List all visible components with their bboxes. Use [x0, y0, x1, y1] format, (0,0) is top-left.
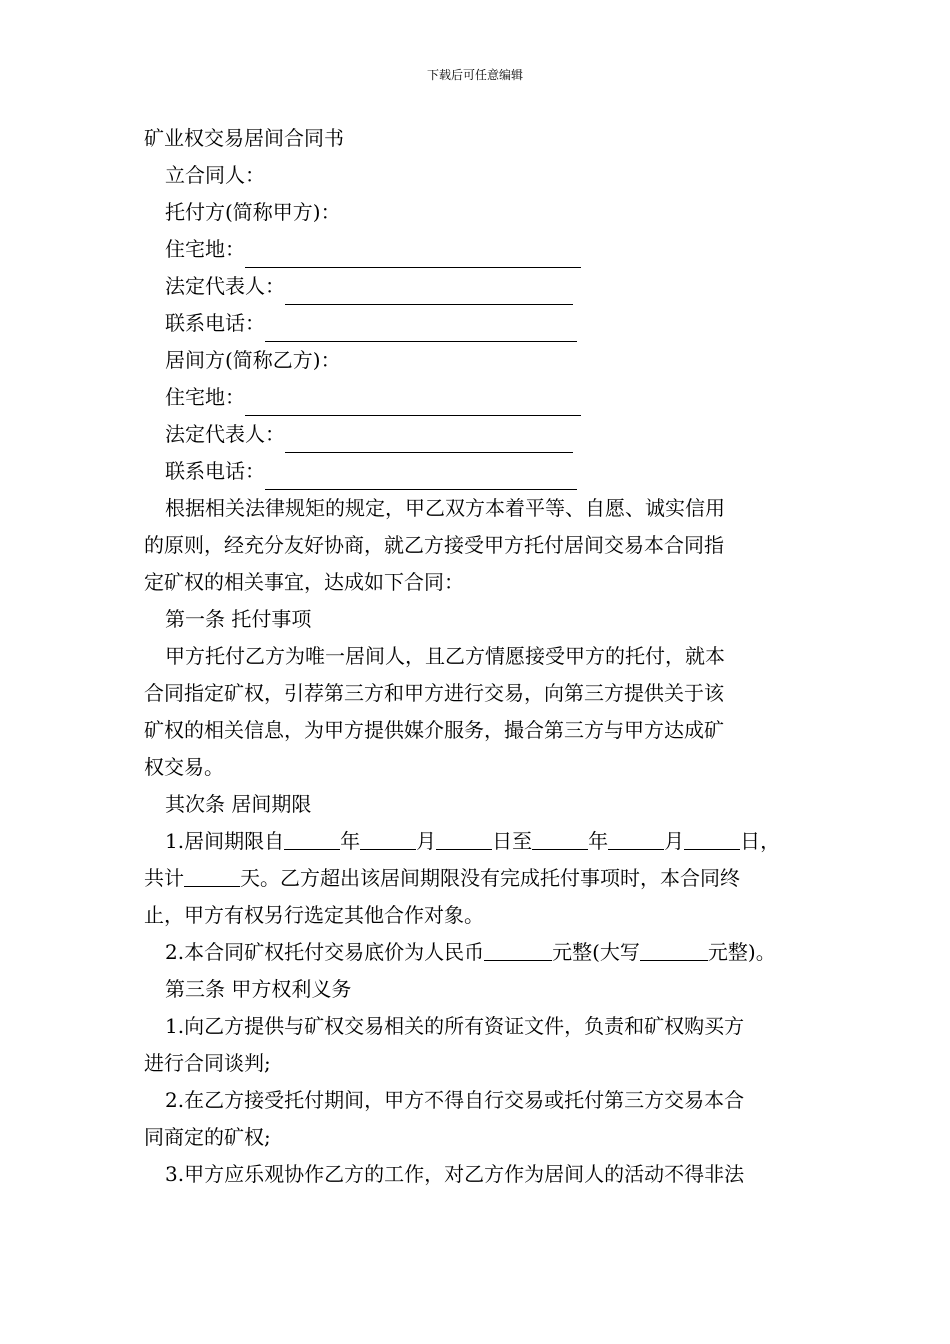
article2-heading: 其次条 居间期限 [165, 792, 312, 816]
contract-title: 矿业权交易居间合同书 [144, 126, 344, 150]
party-b-phone-blank[interactable] [265, 465, 577, 490]
price-uppercase-blank[interactable] [640, 938, 708, 961]
intro-paragraph [144, 490, 810, 601]
party-b-rep-blank[interactable] [285, 428, 573, 453]
field-label: 联系电话： [165, 311, 265, 335]
party-a-phone-blank[interactable] [265, 317, 577, 342]
price-amount-blank[interactable] [484, 938, 552, 961]
party-a-address-field [144, 231, 810, 268]
text-fragment: 月 [664, 829, 685, 853]
party-a-rep-blank[interactable] [285, 280, 573, 305]
party-a-phone-field [144, 305, 810, 342]
party-b-address-blank[interactable] [245, 391, 581, 416]
article2-item1-end: 止，甲方有权另行选定其他合作对象。 [144, 903, 484, 927]
paragraph-line: 的原则，经充分友好协商，就乙方接受甲方托付居间交易本合同指 [144, 533, 724, 557]
paragraph-line: 定矿权的相关事宜，达成如下合同： [144, 570, 464, 594]
article2-item1 [144, 823, 810, 860]
article3-item3: 3.甲方应乐观协作乙方的工作，对乙方作为居间人的活动不得非法 [165, 1162, 745, 1186]
page-header: 下载后可任意编辑 [426, 68, 523, 82]
article1-paragraph [144, 638, 810, 786]
paragraph-line: 权交易。 [144, 755, 224, 779]
text-fragment: 1.居间期限自 [165, 829, 285, 853]
article2-item2 [144, 934, 810, 971]
field-label: 住宅地： [165, 385, 245, 409]
start-day-blank[interactable] [436, 827, 492, 850]
text-fragment: 日， [740, 829, 781, 853]
party-b-label: 居间方(简称乙方)： [165, 348, 341, 372]
article3-heading: 第三条 甲方权利义务 [165, 977, 352, 1001]
article2-item1-cont [144, 860, 810, 897]
text-fragment: 共计 [144, 866, 184, 890]
field-label: 联系电话： [165, 459, 265, 483]
paragraph-line: 合同指定矿权，引荐第三方和甲方进行交易，向第三方提供关于该 [144, 681, 724, 705]
text-fragment: 元整(大写 [552, 940, 640, 964]
article3-item1-cont: 进行合同谈判; [144, 1051, 271, 1075]
total-days-blank[interactable] [184, 864, 240, 887]
start-year-blank[interactable] [284, 827, 340, 850]
party-a-label: 托付方(简称甲方)： [165, 200, 341, 224]
article3-item2: 2.在乙方接受托付期间，甲方不得自行交易或托付第三方交易本合 [165, 1088, 745, 1112]
article3-item1: 1.向乙方提供与矿权交易相关的所有资证文件，负责和矿权购买方 [165, 1014, 745, 1038]
text-fragment: 日至 [492, 829, 533, 853]
text-fragment: 年 [588, 829, 609, 853]
end-day-blank[interactable] [684, 827, 740, 850]
article1-heading: 第一条 托付事项 [165, 607, 312, 631]
end-year-blank[interactable] [532, 827, 588, 850]
text-fragment: 元整)。 [707, 940, 776, 964]
field-label: 法定代表人： [165, 274, 285, 298]
text-fragment: 月 [416, 829, 437, 853]
text-fragment: 年 [340, 829, 361, 853]
paragraph-line: 矿权的相关信息，为甲方提供媒介服务，撮合第三方与甲方达成矿 [144, 718, 724, 742]
paragraph-line: 根据相关法律规矩的规定，甲乙双方本着平等、自愿、诚实信用 [165, 496, 725, 520]
paragraph-line: 甲方托付乙方为唯一居间人，且乙方情愿接受甲方的托付，就本 [165, 644, 725, 668]
article3-item2-cont: 同商定的矿权; [144, 1125, 271, 1149]
start-month-blank[interactable] [360, 827, 416, 850]
party-a-address-blank[interactable] [245, 243, 581, 268]
party-b-rep-field [144, 416, 810, 453]
party-b-address-field [144, 379, 810, 416]
field-label: 法定代表人： [165, 422, 285, 446]
parties-label: 立合同人： [165, 163, 265, 187]
text-fragment: 天。乙方超出该居间期限没有完成托付事项时，本合同终 [240, 866, 740, 890]
party-a-rep-field [144, 268, 810, 305]
text-fragment: 2.本合同矿权托付交易底价为人民币 [165, 940, 485, 964]
field-label: 住宅地： [165, 237, 245, 261]
end-month-blank[interactable] [608, 827, 664, 850]
party-b-phone-field [144, 453, 810, 490]
contract-body [144, 118, 810, 1193]
